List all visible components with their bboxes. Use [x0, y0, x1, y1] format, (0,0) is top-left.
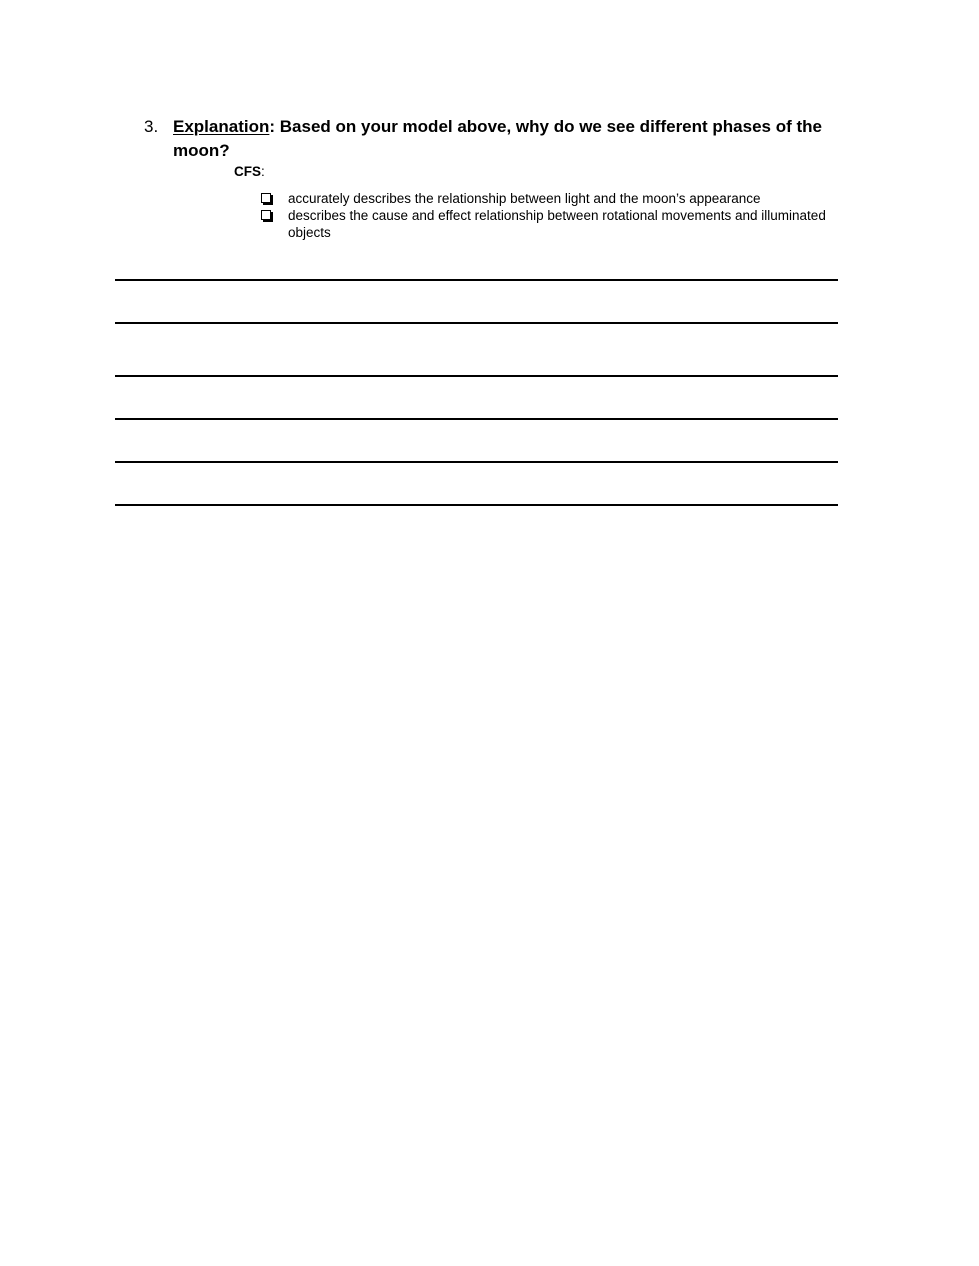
question-prompt: [173, 115, 863, 163]
criteria-text: describes the cause and effect relationship between rotational movements and illuminated objects: [288, 208, 826, 240]
criteria-checklist: [259, 190, 869, 241]
answer-line[interactable]: [115, 504, 838, 506]
answer-line[interactable]: [115, 279, 838, 281]
checkbox-icon[interactable]: [261, 210, 271, 220]
question-body: Based on your model above, why do we see different phases of the moon?: [173, 117, 822, 160]
question-keyword: Explanation: [173, 117, 270, 136]
answer-line[interactable]: [115, 375, 838, 377]
question-separator: :: [269, 117, 276, 136]
answer-line[interactable]: [115, 322, 838, 324]
criteria-item: [259, 207, 869, 241]
cfs-heading: [234, 163, 265, 180]
criteria-item: [259, 190, 869, 207]
question-number: 3.: [144, 117, 159, 136]
answer-line[interactable]: [115, 418, 838, 420]
cfs-colon: :: [261, 164, 265, 179]
checkbox-icon[interactable]: [261, 193, 271, 203]
criteria-text: accurately describes the relationship between light and the moon’s appearance: [288, 191, 761, 206]
cfs-label: CFS: [234, 164, 261, 179]
answer-line[interactable]: [115, 461, 838, 463]
